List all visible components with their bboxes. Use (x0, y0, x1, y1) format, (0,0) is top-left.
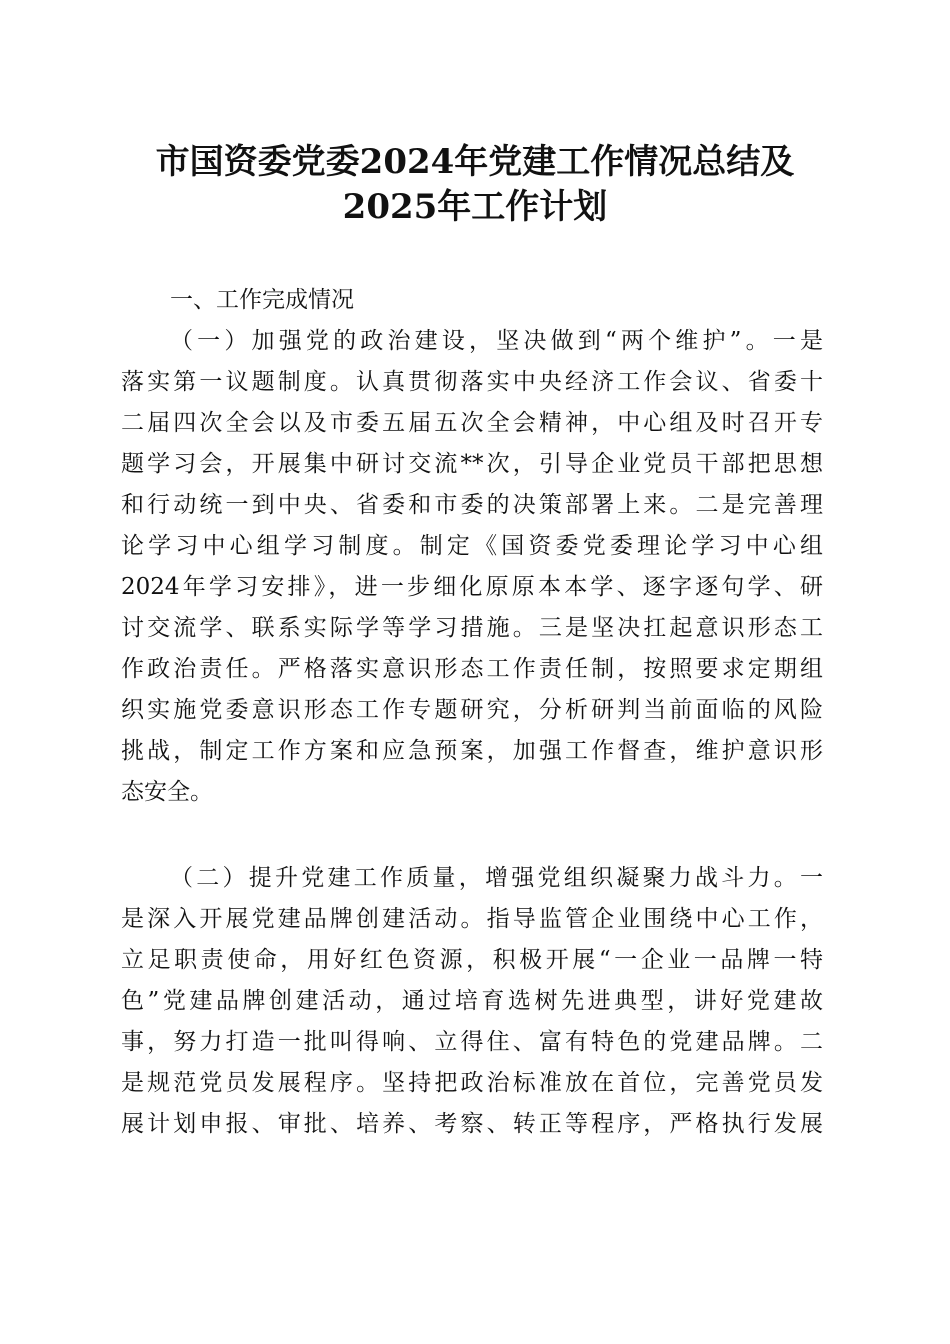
paragraph-2-line: 立足职责使命，用好红色资源，积极开展“一企业一品牌一特 (121, 947, 823, 973)
paragraph-2-line: 色”党建品牌创建活动，通过培育选树先进典型，讲好党建故 (121, 988, 823, 1014)
paragraph-1-line: 讨交流学、联系实际学等学习措施。三是坚决扛起意识形态工 (121, 615, 823, 641)
section-heading: 一、工作完成情况 (170, 287, 354, 313)
paragraph-2-line: （二）提升党建工作质量，增强党组织凝聚力战斗力。一 (170, 865, 823, 891)
paragraph-1-line: 作政治责任。严格落实意识形态工作责任制，按照要求定期组 (121, 656, 823, 682)
paragraph-2-line: 事，努力打造一批叫得响、立得住、富有特色的党建品牌。二 (121, 1029, 823, 1055)
paragraph-1-line: 二届四次全会以及市委五届五次全会精神，中心组及时召开专 (121, 410, 823, 436)
paragraph-1-line: 和行动统一到中央、省委和市委的决策部署上来。二是完善理 (121, 492, 823, 518)
paragraph-1-line: 落实第一议题制度。认真贯彻落实中央经济工作会议、省委十 (121, 369, 823, 395)
document-title-line-2: 2025年工作计划 (342, 187, 608, 227)
paragraph-1-line: 题学习会，开展集中研讨交流**次，引导企业党员干部把思想 (121, 451, 823, 477)
document-title-line-1: 市国资委党委2024年党建工作情况总结及 (155, 142, 795, 182)
paragraph-1-line: 论学习中心组学习制度。制定《国资委党委理论学习中心组 (121, 533, 823, 559)
paragraph-1-line: 态安全。 (121, 779, 213, 805)
paragraph-1-line: （一）加强党的政治建设，坚决做到“两个维护”。一是 (170, 328, 823, 354)
paragraph-1-line: 2024年学习安排》，进一步细化原原本本学、逐字逐句学、研 (121, 574, 823, 600)
paragraph-1-line: 织实施党委意识形态工作专题研究，分析研判当前面临的风险 (121, 697, 823, 723)
paragraph-2-line: 展计划申报、审批、培养、考察、转正等程序，严格执行发展 (121, 1111, 823, 1137)
paragraph-2-line: 是规范党员发展程序。坚持把政治标准放在首位，完善党员发 (121, 1070, 823, 1096)
paragraph-1-line: 挑战，制定工作方案和应急预案，加强工作督查，维护意识形 (121, 738, 823, 764)
paragraph-2-line: 是深入开展党建品牌创建活动。指导监管企业围绕中心工作， (121, 906, 823, 932)
